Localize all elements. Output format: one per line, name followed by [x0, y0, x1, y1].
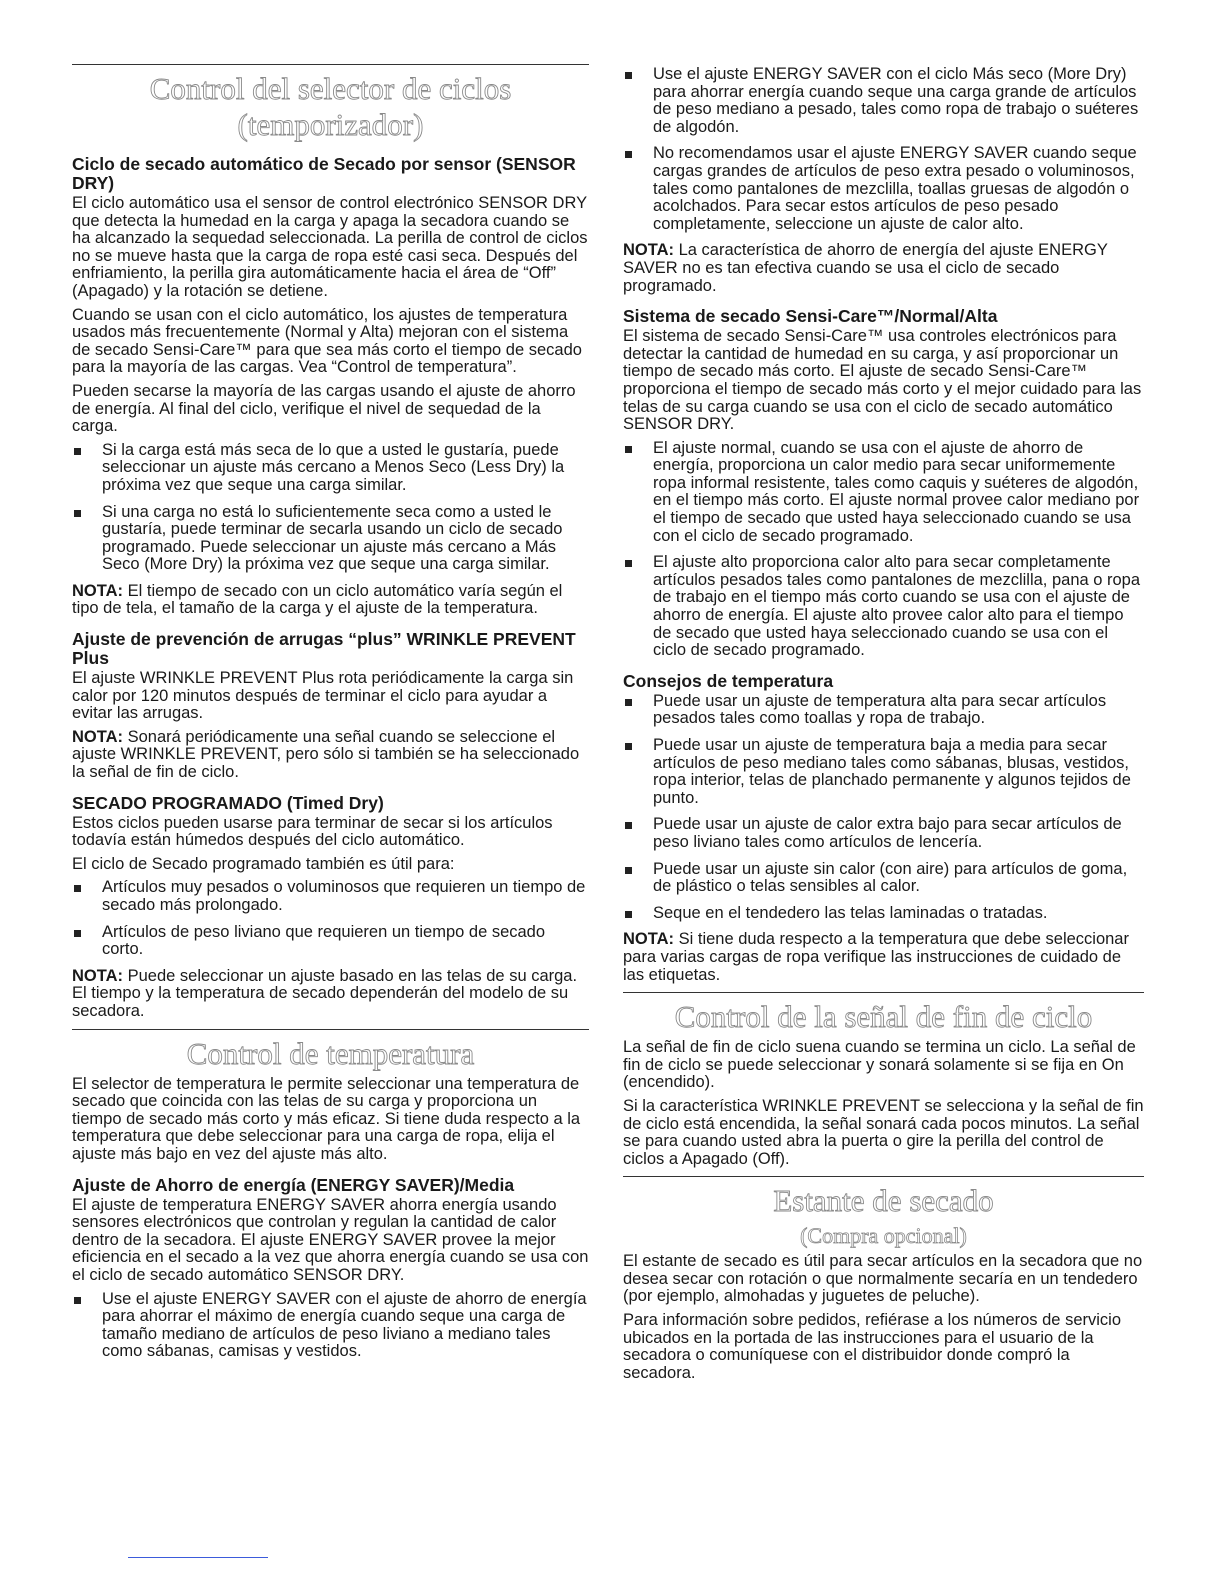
heading-sensi-care: Sistema de secado Sensi-Care™/Normal/Alta: [623, 306, 998, 327]
note: NOTA: La característica de ahorro de energía del ajuste ENERGY SAVER no es tan efectiva cuando se usa el ciclo de secado programado.: [623, 241, 1108, 295]
bullet-list: [72, 879, 589, 958]
paragraph: El sistema de secado Sensi-Care™ usa controles electrónicos para detectar la cantidad de humedad en su carga, y así proporcionar un tiempo de secado más corto. El ajuste de secado Sensi-Care™ proporciona el tiempo de secado más corto y el mejor cuidado para las telas de su carga cuando se usa con el ciclo de secado automático SENSOR DRY.: [623, 327, 1142, 434]
bullet-icon: [74, 885, 81, 892]
list-item: Si la carga está más seca de lo que a usted le gustaría, puede seleccionar un ajuste más cercano a Menos Seco (Less Dry) la próxima vez que seque una carga similar.: [72, 442, 589, 495]
section-rule: [72, 64, 589, 65]
bullet-list: [623, 440, 1144, 660]
bullet-list: [72, 442, 589, 574]
bullet-icon: [625, 151, 632, 158]
section-rule: [72, 1029, 589, 1030]
note-label: NOTA:: [623, 930, 675, 949]
footer-rule: [128, 1557, 268, 1558]
list-item: El ajuste alto proporciona calor alto para secar completamente artículos pesados tales como pantalones de mezclilla, pana o ropa de trabajo en el tiempo más corto cuando se usa con el ajuste de ahorro de energía. El ajuste alto provee calor alto para el tiempo de secado que usted haya seleccionado cuando se usa con el ciclo de secado programado.: [623, 554, 1144, 660]
bullet-icon: [625, 699, 632, 706]
right-column: [623, 64, 1144, 1388]
paragraph: Estos ciclos pueden usarse para terminar de secar si los artículos todavía están húmedos después del ciclo automático.: [72, 813, 553, 850]
list-item: Puede usar un ajuste de temperatura baja a media para secar artículos de peso mediano tales como sábanas, blusas, vestidos, ropa interior, telas de planchado permanente y algunos tejidos de punto.: [623, 737, 1144, 807]
section-rule: [623, 992, 1144, 993]
left-column: [72, 64, 589, 1370]
note-label: NOTA:: [72, 966, 124, 985]
note-label: NOTA:: [623, 241, 675, 260]
list-item: Puede usar un ajuste de temperatura alta para secar artículos pesados tales como toallas y ropa de trabajo.: [623, 693, 1144, 728]
list-item: Use el ajuste ENERGY SAVER con el ajuste de ahorro de energía para ahorrar el máximo de energía cuando seque una carga de tamaño mediano de artículos de peso liviano a mediano tales como sábanas, camisas y vestidos.: [72, 1291, 589, 1361]
paragraph: El ciclo de Secado programado también es útil para:: [72, 854, 455, 873]
bullet-icon: [625, 867, 632, 874]
list-item: Si una carga no está lo suficientemente seca como a usted le gustaría, puede terminar de secarla usando un ciclo de secado programado. Puede seleccionar un ajuste más cercano a Más Seco (More Dry) la próxima vez que seque una carga similar.: [72, 504, 589, 574]
paragraph: Cuando se usan con el ciclo automático, los ajustes de temperatura usados más frecuentemente (Normal y Alta) mejoran con el sistema de secado Sensi-Care™ para que sea más corto el tiempo de secado para la mayoría de las cargas. Vea “Control de temperatura”.: [72, 305, 582, 377]
paragraph: Para información sobre pedidos, refiérase a los números de servicio ubicados en la portada de las instrucciones para el usuario de la secadora o comuníquese con el distribuidor donde compró la secadora.: [623, 1311, 1121, 1382]
heading-timed-dry: SECADO PROGRAMADO (Timed Dry): [72, 792, 384, 813]
section-title-end-of-cycle-signal: Control de la señal de fin de ciclo: [674, 999, 1093, 1035]
bullet-icon: [74, 510, 81, 517]
section-title-temperature: Control de temperatura: [186, 1035, 475, 1071]
bullet-list: [72, 1291, 589, 1361]
note-label: NOTA:: [72, 581, 124, 600]
note-label: NOTA:: [72, 727, 124, 746]
bullet-icon: [625, 560, 632, 567]
heading-energy-saver: Ajuste de Ahorro de energía (ENERGY SAVER)/Media: [72, 1174, 515, 1195]
bullet-icon: [74, 1297, 81, 1304]
paragraph: Pueden secarse la mayoría de las cargas usando el ajuste de ahorro de energía. Al final del ciclo, verifique el nivel de sequedad de la carga.: [72, 381, 576, 436]
bullet-icon: [625, 822, 632, 829]
list-item: El ajuste normal, cuando se usa con el ajuste de ahorro de energía, proporciona un calor medio para secar uniformemente ropa informal resistente, tales como caquis y suéteres de algodón, en el tiempo más corto. El ajuste normal provee calor mediano por el tiempo de secado que usted haya seleccionado cuando se usa con el ciclo de secado programado.: [623, 440, 1144, 546]
list-item: Artículos muy pesados o voluminosos que requieren un tiempo de secado más prolongado.: [72, 879, 589, 914]
bullet-icon: [625, 446, 632, 453]
paragraph: La señal de fin de ciclo suena cuando se termina un ciclo. La señal de fin de ciclo se puede seleccionar y sonará solamente si se fija en On (encendido).: [623, 1038, 1136, 1092]
note: NOTA: Si tiene duda respecto a la temperatura que debe seleccionar para varias cargas de ropa verifique las instrucciones de cuidado de las etiquetas.: [623, 930, 1129, 984]
note: NOTA: Puede seleccionar un ajuste basado en las telas de su carga. El tiempo y la temperatura de secado dependerán del modelo de su secadora.: [72, 966, 578, 1020]
bullet-icon: [74, 448, 81, 455]
bullet-list: [623, 66, 1144, 233]
paragraph: Si la característica WRINKLE PREVENT se selecciona y la señal de fin de ciclo está encendida, la señal sonará cada pocos minutos. La señal se para cuando usted abra la puerta o gire la perilla del control de ciclos a Apagado (Off).: [623, 1096, 1144, 1168]
bullet-icon: [625, 911, 632, 918]
bullet-icon: [74, 930, 81, 937]
bullet-list: [623, 693, 1144, 923]
section-title-drying-rack: Estante de secado: [773, 1183, 994, 1219]
heading-sensor-dry: Ciclo de secado automático de Secado por sensor (SENSOR DRY): [72, 154, 576, 193]
paragraph: El ajuste WRINKLE PREVENT Plus rota periódicamente la carga sin calor por 120 minutos después de terminar el ciclo para ayudar a evitar las arrugas.: [72, 669, 574, 723]
list-item: Seque en el tendedero las telas laminadas o tratadas.: [623, 905, 1144, 923]
list-item: Puede usar un ajuste de calor extra bajo para secar artículos de peso liviano tales como artículos de lencería.: [623, 816, 1144, 851]
list-item: No recomendamos usar el ajuste ENERGY SAVER cuando seque cargas grandes de artículos de peso extra pesado o voluminosos, tales como pantalones de mezclilla, toallas gruesas de algodón o acolchados. Para secar estos artículos de peso pesado completamente, seleccione un ajuste de calor alto.: [623, 145, 1144, 233]
bullet-icon: [625, 743, 632, 750]
note: NOTA: El tiempo de secado con un ciclo automático varía según el tipo de tela, el tamaño de la carga y el ajuste de la temperatura.: [72, 581, 563, 618]
section-rule: [623, 1176, 1144, 1177]
section-title-cycle-selector: Control del selector de ciclos (temporizador): [149, 71, 512, 142]
list-item: Artículos de peso liviano que requieren un tiempo de secado corto.: [72, 924, 589, 959]
paragraph: El estante de secado es útil para secar artículos en la secadora que no desea secar con rotación o que normalmente secaría en un tendedero (por ejemplo, almohadas y juguetes de peluche).: [623, 1252, 1143, 1306]
bullet-icon: [625, 72, 632, 79]
heading-wrinkle-prevent: Ajuste de prevención de arrugas “plus” WRINKLE PREVENT Plus: [72, 629, 576, 669]
heading-temperature-tips: Consejos de temperatura: [623, 670, 834, 691]
paragraph: El ajuste de temperatura ENERGY SAVER ahorra energía usando sensores electrónicos que controlan y regulan la cantidad de calor dentro de la secadora. El ajuste ENERGY SAVER provee la mejor eficiencia en el secado a la vez que ahorra energía cuando se usa con el ciclo de secado automático SENSOR DRY.: [72, 1195, 589, 1284]
note: NOTA: Sonará periódicamente una señal cuando se seleccione el ajuste WRINKLE PREVENT, pero sólo si también se ha seleccionado la señal de fin de ciclo.: [72, 727, 580, 782]
section-subtitle-optional-purchase: (Compra opcional): [800, 1223, 967, 1249]
paragraph: El selector de temperatura le permite seleccionar una temperatura de secado que coincida con las telas de su carga y proporciona un tiempo de secado más corto y más eficaz. Si tiene duda respecto a la temperatura que debe seleccionar para una carga de ropa, elija el ajuste más bajo en vez del ajuste más alto.: [72, 1074, 581, 1163]
list-item: Puede usar un ajuste sin calor (con aire) para artículos de goma, de plástico o telas sensibles al calor.: [623, 861, 1144, 896]
paragraph: El ciclo automático usa el sensor de control electrónico SENSOR DRY que detecta la humedad en la carga y apaga la secadora cuando se ha alcanzado la sequedad seleccionada. La perilla de control de ciclos no se mueve hasta que la carga de ropa esté casi seca. Después del enfriamiento, la perilla gira automáticamente hacia el área de “Off” (Apagado) y la rotación se detiene.: [72, 194, 588, 300]
list-item: Use el ajuste ENERGY SAVER con el ciclo Más seco (More Dry) para ahorrar energía cuando seque una carga grande de artículos de peso mediano a pesado, tales como ropa de trabajo o suéteres de algodón.: [623, 66, 1144, 136]
